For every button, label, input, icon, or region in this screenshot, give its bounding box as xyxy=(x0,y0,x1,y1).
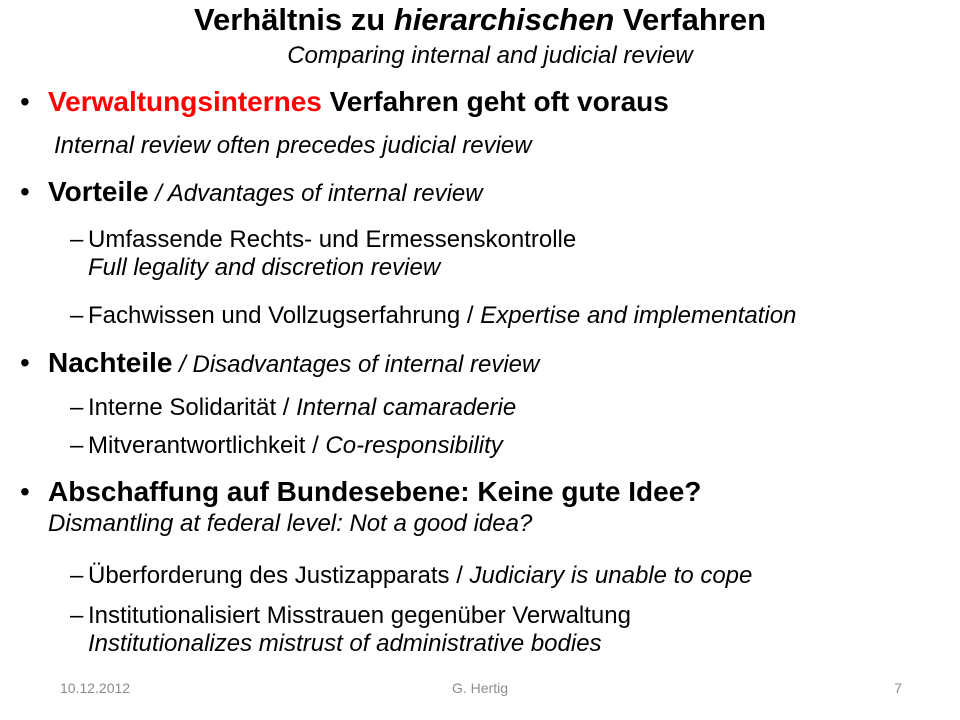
dash-icon: – xyxy=(70,432,84,459)
sub-item xyxy=(70,226,576,282)
dash-icon: – xyxy=(70,226,84,253)
sub-item xyxy=(70,562,752,590)
slide-title xyxy=(0,2,960,38)
bullet-translation: / Disadvantages of internal review xyxy=(172,351,540,378)
sub-item xyxy=(70,602,631,658)
bullet-heading-rest: Verfahren geht oft voraus xyxy=(321,86,669,117)
bullet-translation: Internal review often precedes judicial review xyxy=(54,132,532,159)
bullet-disadvantages xyxy=(20,347,539,379)
dash-icon: – xyxy=(70,394,84,421)
bullet-advantages xyxy=(20,176,483,208)
bullet-icon: • xyxy=(20,176,30,207)
sub-item-en: Institutionalizes mistrust of administrative bodies xyxy=(88,630,602,657)
sub-item-de: Fachwissen und Vollzugserfahrung / xyxy=(88,302,481,329)
bullet-icon: • xyxy=(20,476,30,507)
sub-item-en: Judiciary is unable to cope xyxy=(469,562,753,589)
bullet-icon: • xyxy=(20,347,30,378)
footer-author: G. Hertig xyxy=(451,680,508,696)
sub-item xyxy=(70,394,516,422)
bullet-translation: Dismantling at federal level: Not a good idea? xyxy=(48,510,533,537)
dash-icon: – xyxy=(70,602,84,629)
bullet-icon: • xyxy=(20,86,30,117)
sub-item xyxy=(70,302,796,330)
bullet-translation: / Advantages of internal review xyxy=(148,180,483,207)
sub-item xyxy=(70,432,503,460)
sub-item-de: Umfassende Rechts- und Ermessenskontrolle xyxy=(88,226,577,253)
dash-icon: – xyxy=(70,302,84,329)
dash-icon: – xyxy=(70,562,84,589)
sub-item-de: Mitverantwortlichkeit / xyxy=(88,432,326,459)
title-part2: hierarchischen xyxy=(393,2,615,37)
sub-item-en: Expertise and implementation xyxy=(480,302,797,329)
sub-item-de: Interne Solidarität / xyxy=(88,394,297,421)
bullet-heading: Nachteile xyxy=(48,347,173,378)
title-part3: Verfahren xyxy=(614,2,766,37)
bullet-internal-review xyxy=(20,86,669,118)
sub-item-en: Co-responsibility xyxy=(325,432,503,459)
bullet-heading: Abschaffung auf Bundesebene: Keine gute Idee? xyxy=(48,476,702,507)
bullet-red-term: Verwaltungsinternes xyxy=(48,86,322,117)
footer-date: 10.12.2012 xyxy=(60,680,131,696)
sub-item-de: Überforderung des Justizapparats / xyxy=(88,562,470,589)
bullet-dismantling xyxy=(20,476,701,538)
sub-item-en: Full legality and discretion review xyxy=(88,254,441,281)
slide-subtitle: Comparing internal and judicial review xyxy=(287,42,693,69)
sub-item-de: Institutionalisiert Misstrauen gegenüber Verwaltung xyxy=(88,602,631,629)
bullet-heading: Vorteile xyxy=(48,176,149,207)
footer-page-number: 7 xyxy=(894,680,902,696)
sub-item-en: Internal camaraderie xyxy=(296,394,517,421)
title-part1: Verhältnis zu xyxy=(193,2,394,37)
